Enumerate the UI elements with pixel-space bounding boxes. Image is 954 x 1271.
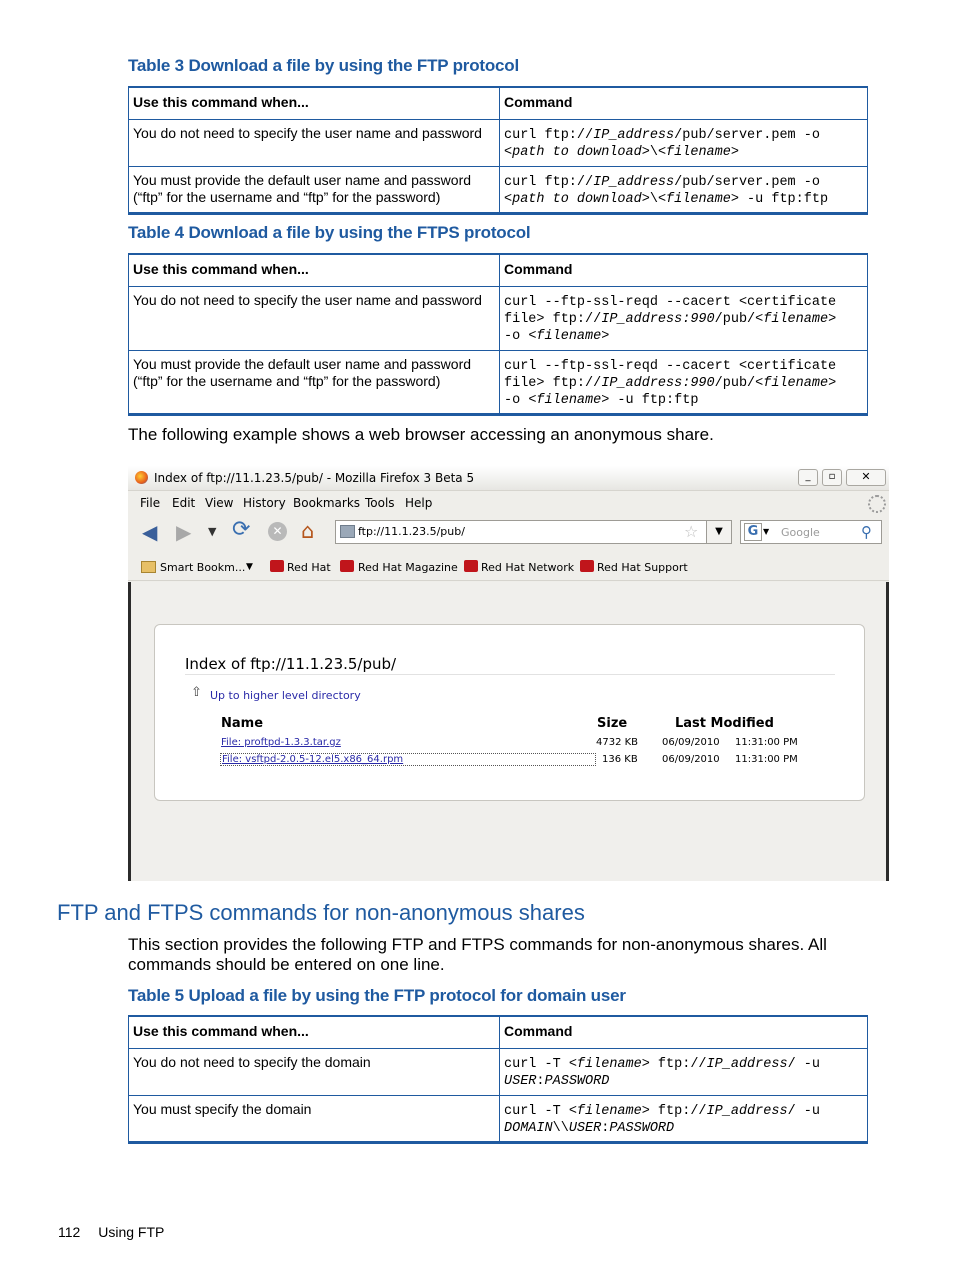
menu-tools[interactable]: Tools xyxy=(365,496,395,510)
redhat-icon xyxy=(580,560,594,572)
window-edge xyxy=(128,582,131,881)
menu-history[interactable]: History xyxy=(243,496,286,510)
chevron-down-icon[interactable]: ▼ xyxy=(246,562,253,572)
col-name: Name xyxy=(221,716,264,731)
header-when: Use this command when... xyxy=(129,1016,500,1049)
menu-file[interactable]: File xyxy=(140,496,161,510)
table5-caption: Table 5 Upload a file by using the FTP protocol for domain user xyxy=(128,986,626,1005)
command-cell: curl --ftp-ssl-reqd --cacert <certificate file> ftp://IP_address:990/pub/<filename> -o <filename> -u ftp:ftp xyxy=(500,351,868,415)
file-link[interactable]: File: vsftpd-2.0.5-12.el5.x86_64.rpm xyxy=(220,753,596,766)
bookmarks-toolbar xyxy=(128,554,889,581)
search-icon[interactable]: ⚲ xyxy=(861,523,872,541)
menu-bar xyxy=(128,491,889,513)
when-line: You must provide the default user name and password xyxy=(133,356,472,372)
table3 xyxy=(128,86,868,215)
minimize-icon[interactable]: _ xyxy=(798,469,818,486)
stop-icon[interactable]: ✕ xyxy=(268,522,287,541)
window-titlebar xyxy=(128,466,889,491)
when-line: You must provide the default user name and password xyxy=(133,172,472,188)
section-heading: FTP and FTPS commands for non-anonymous shares xyxy=(57,900,585,925)
when-cell: You must specify the domain xyxy=(129,1096,500,1143)
redhat-icon xyxy=(270,560,284,572)
up-arrow-icon: ⇧ xyxy=(191,685,202,700)
table4-caption: Table 4 Download a file by using the FTPS protocol xyxy=(128,223,531,242)
bookmark-redhat[interactable]: Red Hat xyxy=(287,561,331,574)
bookmark-star-icon[interactable]: ☆ xyxy=(684,522,699,541)
page-footer xyxy=(58,1224,164,1240)
search-placeholder: Google xyxy=(781,526,820,539)
redhat-icon xyxy=(340,560,354,572)
firefox-icon xyxy=(135,471,148,484)
when-cell xyxy=(129,167,500,214)
forward-icon[interactable]: ▶ xyxy=(176,520,192,544)
col-modified: Last Modified xyxy=(675,716,774,731)
header-command: Command xyxy=(500,87,868,120)
command-cell: curl -T <filename> ftp://IP_address/ -u DOMAIN\\USER:PASSWORD xyxy=(500,1096,868,1143)
table3-caption: Table 3 Download a file by using the FTP protocol xyxy=(128,56,519,75)
file-size: 4732 KB xyxy=(596,737,639,748)
command-cell: curl -T <filename> ftp://IP_address/ -u USER:PASSWORD xyxy=(500,1049,868,1096)
history-dropdown-icon[interactable]: ▼ xyxy=(208,525,217,538)
page-icon xyxy=(340,525,355,538)
reload-icon[interactable]: ⟳ xyxy=(232,517,251,542)
file-time: 11:31:00 PM xyxy=(735,737,798,748)
table4 xyxy=(128,253,868,416)
table-row xyxy=(129,1049,868,1096)
bookmark-smart[interactable]: Smart Bookm... xyxy=(160,561,246,574)
close-icon[interactable]: ✕ xyxy=(846,469,886,486)
col-size: Size xyxy=(597,716,628,731)
url-text: ftp://11.1.23.5/pub/ xyxy=(358,525,465,538)
table-row xyxy=(129,287,868,351)
section-paragraph-line: This section provides the following FTP and FTPS commands for non-anonymous shares. All xyxy=(128,935,827,954)
bookmark-redhat-support[interactable]: Red Hat Support xyxy=(597,561,688,574)
navigation-toolbar xyxy=(128,513,889,551)
when-cell: You do not need to specify the user name and password xyxy=(129,287,500,351)
google-icon[interactable]: G xyxy=(744,523,762,541)
command-cell: curl ftp://IP_address/pub/server.pem -o <path to download>\<filename> -u ftp:ftp xyxy=(500,167,868,214)
table-row xyxy=(129,167,868,214)
table-header-row xyxy=(129,254,868,287)
browser-screenshot xyxy=(128,466,889,881)
file-date: 06/09/2010 xyxy=(662,754,720,765)
home-icon[interactable]: ⌂ xyxy=(301,519,315,543)
when-line: (“ftp” for the username and “ftp” for the password) xyxy=(133,189,441,205)
engine-dropdown-icon[interactable]: ▼ xyxy=(763,527,770,536)
back-icon[interactable]: ◀ xyxy=(142,520,158,544)
header-command: Command xyxy=(500,254,868,287)
section-paragraph-line: commands should be entered on one line. xyxy=(128,955,445,974)
header-command: Command xyxy=(500,1016,868,1049)
table-header-row xyxy=(129,1016,868,1049)
window-edge xyxy=(886,582,889,881)
header-when: Use this command when... xyxy=(129,87,500,120)
table-row xyxy=(129,1096,868,1143)
menu-edit[interactable]: Edit xyxy=(172,496,196,510)
menu-help[interactable]: Help xyxy=(405,496,433,510)
url-dropdown-icon[interactable]: ▼ xyxy=(706,520,732,544)
bookmark-redhat-network[interactable]: Red Hat Network xyxy=(481,561,575,574)
up-directory-link[interactable]: Up to higher level directory xyxy=(210,689,361,702)
window-title: Index of ftp://11.1.23.5/pub/ - Mozilla Firefox 3 Beta 5 xyxy=(154,471,475,485)
header-when: Use this command when... xyxy=(129,254,500,287)
command-cell: curl ftp://IP_address/pub/server.pem -o <path to download>\<filename> xyxy=(500,120,868,167)
table-row xyxy=(129,351,868,415)
maximize-icon[interactable]: ▫ xyxy=(822,469,842,486)
when-line: (“ftp” for the username and “ftp” for the password) xyxy=(133,373,441,389)
footer-title: Using FTP xyxy=(98,1224,165,1240)
table-header-row xyxy=(129,87,868,120)
command-cell: curl --ftp-ssl-reqd --cacert <certificate file> ftp://IP_address:990/pub/<filename> -o <filename> xyxy=(500,287,868,351)
search-input[interactable] xyxy=(740,520,882,544)
file-size: 136 KB xyxy=(602,754,638,765)
folder-icon xyxy=(141,561,156,573)
when-cell: You do not need to specify the domain xyxy=(129,1049,500,1096)
when-cell: You do not need to specify the user name and password xyxy=(129,120,500,167)
redhat-icon xyxy=(464,560,478,572)
throbber-icon xyxy=(868,495,886,513)
example-text: The following example shows a web browser accessing an anonymous share. xyxy=(128,425,714,444)
table-row xyxy=(129,120,868,167)
file-date: 06/09/2010 xyxy=(662,737,720,748)
page-number: 112 xyxy=(58,1224,81,1240)
page-viewport xyxy=(131,582,886,881)
table5 xyxy=(128,1015,868,1144)
directory-listing xyxy=(154,624,865,801)
file-time: 11:31:00 PM xyxy=(735,754,798,765)
menu-bookmarks[interactable]: Bookmarks xyxy=(293,496,361,510)
divider xyxy=(185,674,835,675)
bookmark-redhat-magazine[interactable]: Red Hat Magazine xyxy=(358,561,458,574)
menu-view[interactable]: View xyxy=(205,496,234,510)
listing-title: Index of ftp://11.1.23.5/pub/ xyxy=(185,655,397,673)
url-input[interactable] xyxy=(335,520,732,544)
file-link[interactable]: File: proftpd-1.3.3.tar.gz xyxy=(221,737,341,748)
when-cell xyxy=(129,351,500,415)
